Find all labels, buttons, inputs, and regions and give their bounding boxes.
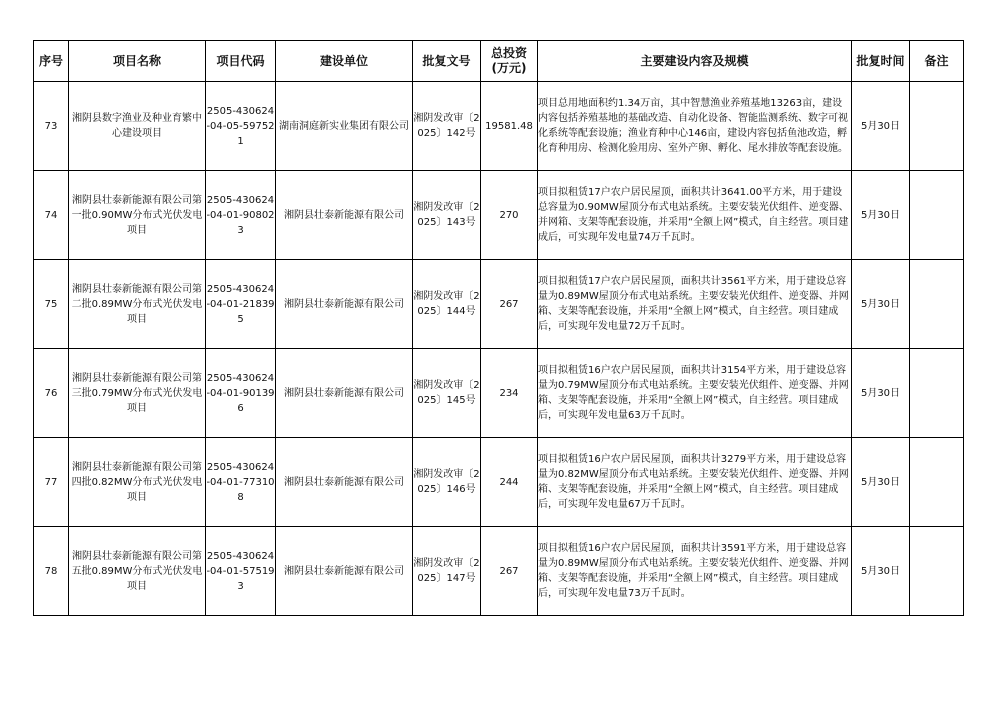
cell-date: 5月30日 (852, 438, 910, 527)
cell-note (910, 527, 964, 616)
cell-doc: 湘阴发改审〔2025〕144号 (413, 260, 481, 349)
cell-name: 湘阴县壮泰新能源有限公司第二批0.89MW分布式光伏发电项目 (69, 260, 206, 349)
cell-code: 2505-430624-04-01-218395 (206, 260, 276, 349)
table-row (34, 349, 964, 438)
table-row (34, 527, 964, 616)
cell-note (910, 260, 964, 349)
cell-unit: 湘阴县壮泰新能源有限公司 (276, 260, 413, 349)
header-note: 备注 (910, 41, 964, 82)
cell-note (910, 171, 964, 260)
cell-code: 2505-430624-04-05-597521 (206, 82, 276, 171)
header-code: 项目代码 (206, 41, 276, 82)
cell-name: 湘阴县数字渔业及种业育繁中心建设项目 (69, 82, 206, 171)
cell-investment: 19581.48 (481, 82, 538, 171)
header-no: 序号 (34, 41, 69, 82)
cell-doc: 湘阴发改审〔2025〕143号 (413, 171, 481, 260)
cell-note (910, 349, 964, 438)
header-doc: 批复文号 (413, 41, 481, 82)
cell-code: 2505-430624-04-01-901396 (206, 349, 276, 438)
header-row (34, 41, 964, 82)
cell-unit: 湘阴县壮泰新能源有限公司 (276, 438, 413, 527)
cell-code: 2505-430624-04-01-575193 (206, 527, 276, 616)
cell-date: 5月30日 (852, 260, 910, 349)
cell-investment: 267 (481, 260, 538, 349)
cell-investment: 244 (481, 438, 538, 527)
cell-content: 项目总用地面积约1.34万亩，其中智慧渔业养殖基地13263亩，建设内容包括养殖基地的基础改造、自动化设备、智能监测系统、数字可视化系统等配套设施；渔业育种中心146亩，建设内容包括鱼池改造，孵化育种用房、检测化验用房、室外产卵、孵化、尾水排放等配套设施。 (538, 82, 852, 171)
cell-doc: 湘阴发改审〔2025〕147号 (413, 527, 481, 616)
cell-content: 项目拟租赁17户农户居民屋顶，面积共计3561平方米，用于建设总容量为0.89MW屋顶分布式电站系统。主要安装光伏组件、逆变器、并网箱、支架等配套设施，并采用“全额上网”模式，自主经营。项目建成后，可实现年发电量72万千瓦时。 (538, 260, 852, 349)
cell-doc: 湘阴发改审〔2025〕145号 (413, 349, 481, 438)
cell-no: 77 (34, 438, 69, 527)
cell-date: 5月30日 (852, 82, 910, 171)
cell-no: 78 (34, 527, 69, 616)
cell-content: 项目拟租赁17户农户居民屋顶，面积共计3641.00平方米，用于建设总容量为0.90MW屋顶分布式电站系统。主要安装光伏组件、逆变器、并网箱、支架等配套设施，并采用“全额上网”模式，自主经营。项目建成后，可实现年发电量74万千瓦时。 (538, 171, 852, 260)
cell-code: 2505-430624-04-01-908023 (206, 171, 276, 260)
table-row (34, 171, 964, 260)
header-unit: 建设单位 (276, 41, 413, 82)
cell-doc: 湘阴发改审〔2025〕142号 (413, 82, 481, 171)
header-content: 主要建设内容及规模 (538, 41, 852, 82)
cell-note (910, 438, 964, 527)
cell-name: 湘阴县壮泰新能源有限公司第三批0.79MW分布式光伏发电项目 (69, 349, 206, 438)
cell-no: 75 (34, 260, 69, 349)
cell-investment: 270 (481, 171, 538, 260)
table-row (34, 260, 964, 349)
cell-unit: 湘阴县壮泰新能源有限公司 (276, 349, 413, 438)
cell-name: 湘阴县壮泰新能源有限公司第一批0.90MW分布式光伏发电项目 (69, 171, 206, 260)
cell-code: 2505-430624-04-01-773108 (206, 438, 276, 527)
cell-date: 5月30日 (852, 171, 910, 260)
project-approval-table (33, 40, 964, 616)
table-row (34, 438, 964, 527)
cell-doc: 湘阴发改审〔2025〕146号 (413, 438, 481, 527)
cell-content: 项目拟租赁16户农户居民屋顶，面积共计3279平方米，用于建设总容量为0.82MW屋顶分布式电站系统。主要安装光伏组件、逆变器、并网箱、支架等配套设施，并采用“全额上网”模式，自主经营。项目建成后，可实现年发电量67万千瓦时。 (538, 438, 852, 527)
header-investment-line1: 总投资 (490, 46, 527, 60)
cell-no: 74 (34, 171, 69, 260)
cell-date: 5月30日 (852, 527, 910, 616)
header-investment (481, 41, 538, 82)
cell-unit: 湘阴县壮泰新能源有限公司 (276, 527, 413, 616)
cell-content: 项目拟租赁16户农户居民屋顶，面积共计3154平方米，用于建设总容量为0.79MW屋顶分布式电站系统。主要安装光伏组件、逆变器、并网箱、支架等配套设施，并采用“全额上网”模式，自主经营。项目建成后，可实现年发电量63万千瓦时。 (538, 349, 852, 438)
header-name: 项目名称 (69, 41, 206, 82)
cell-investment: 234 (481, 349, 538, 438)
cell-unit: 湘阴县壮泰新能源有限公司 (276, 171, 413, 260)
cell-name: 湘阴县壮泰新能源有限公司第四批0.82MW分布式光伏发电项目 (69, 438, 206, 527)
cell-note (910, 82, 964, 171)
cell-no: 76 (34, 349, 69, 438)
cell-date: 5月30日 (852, 349, 910, 438)
cell-no: 73 (34, 82, 69, 171)
table-row (34, 82, 964, 171)
cell-name: 湘阴县壮泰新能源有限公司第五批0.89MW分布式光伏发电项目 (69, 527, 206, 616)
cell-investment: 267 (481, 527, 538, 616)
cell-unit: 湖南洞庭新实业集团有限公司 (276, 82, 413, 171)
header-date: 批复时间 (852, 41, 910, 82)
header-investment-line2: (万元) (491, 61, 527, 75)
cell-content: 项目拟租赁16户农户居民屋顶，面积共计3591平方米，用于建设总容量为0.89MW屋顶分布式电站系统。主要安装光伏组件、逆变器、并网箱、支架等配套设施，并采用“全额上网”模式，自主经营。项目建成后，可实现年发电量73万千瓦时。 (538, 527, 852, 616)
